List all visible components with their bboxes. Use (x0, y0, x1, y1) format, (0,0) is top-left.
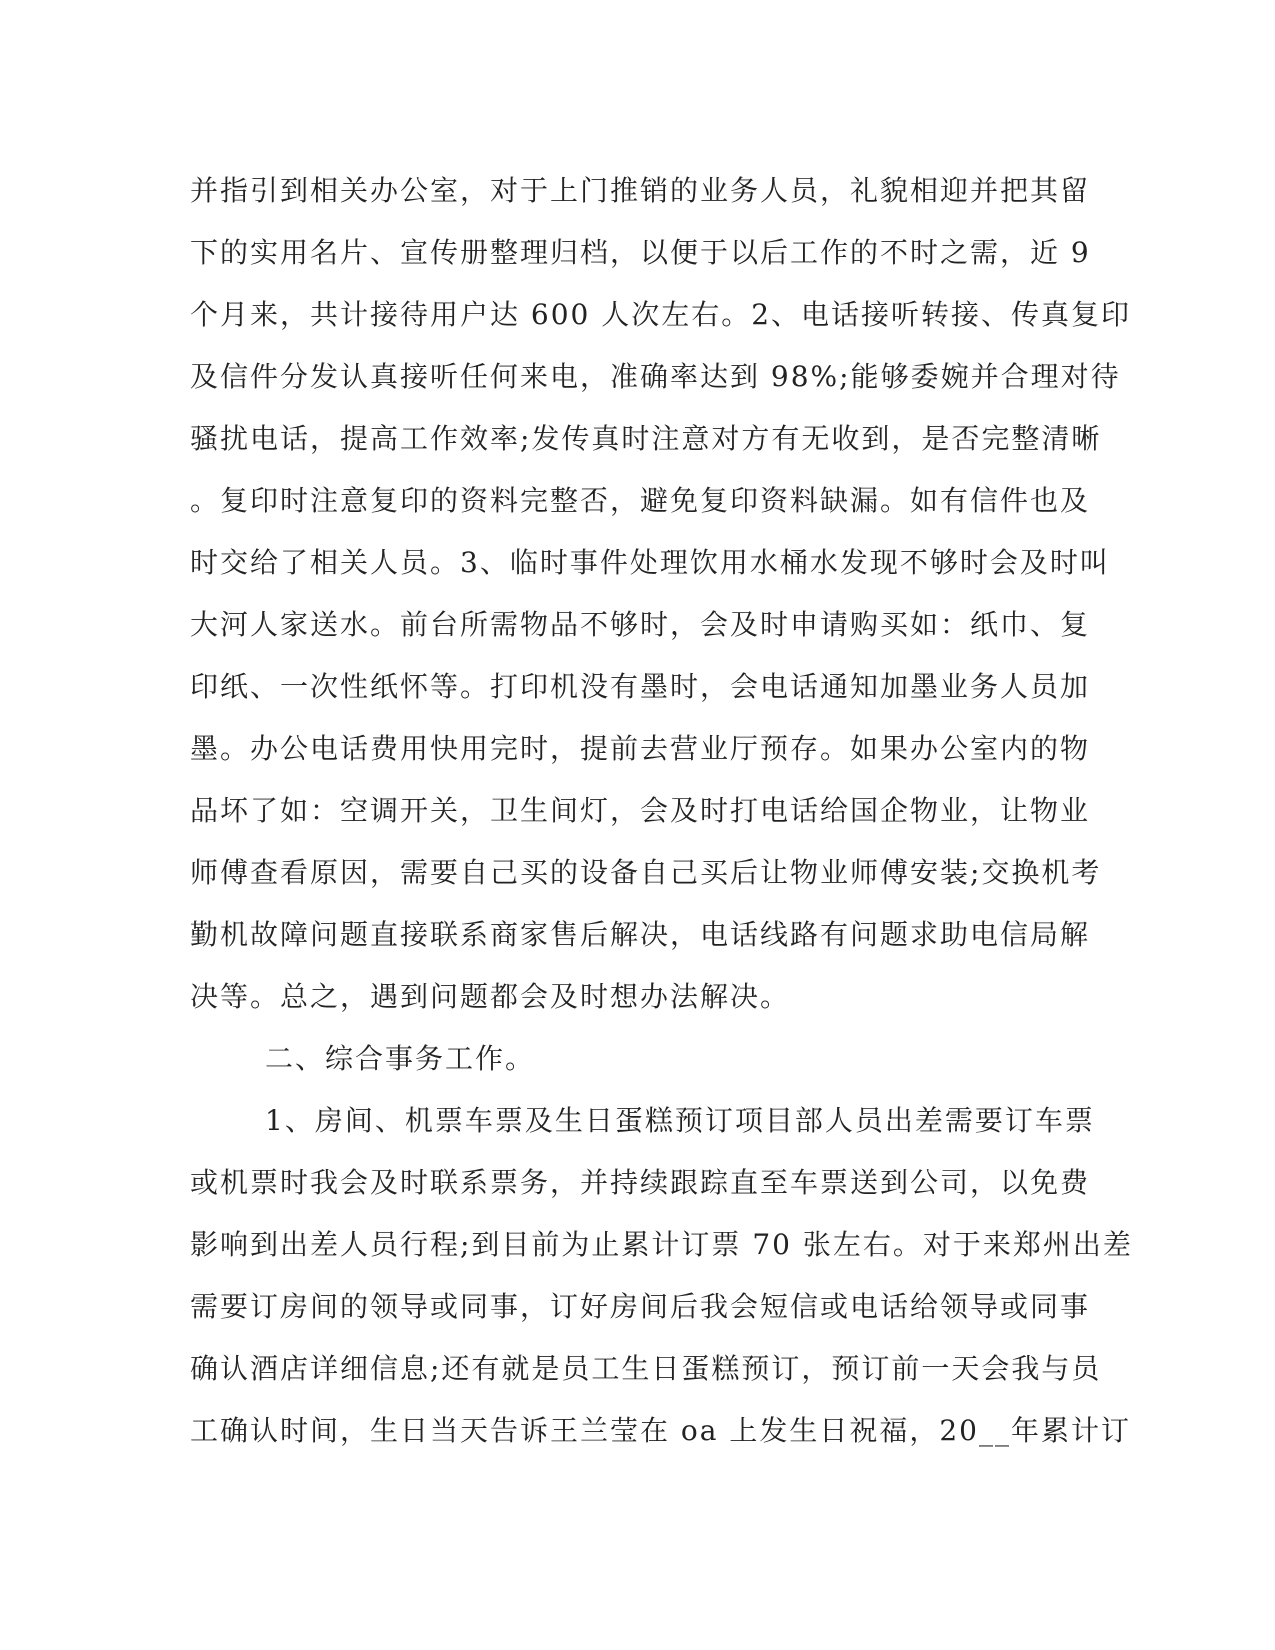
text-line: 师傅查看原因，需要自己买的设备自己买后让物业师傅安装;交换机考 (190, 856, 1102, 889)
text-line: 品坏了如：空调开关，卫生间灯，会及时打电话给国企物业，让物业 (190, 794, 1091, 827)
text-line: 或机票时我会及时联系票务，并持续跟踪直至车票送到公司，以免费 (190, 1166, 1091, 1199)
section-heading: 二、综合事务工作。 (265, 1042, 536, 1075)
text-line: 工确认时间，生日当天告诉王兰莹在 oa 上发生日祝福，20__年累计订 (190, 1414, 1131, 1447)
text-line: 个月来，共计接待用户达 600 人次左右。2、电话接听转接、传真复印 (190, 298, 1132, 331)
text-line: 勤机故障问题直接联系商家售后解决，电话线路有问题求助电信局解 (190, 918, 1091, 951)
text-line: 。复印时注意复印的资料完整否，避免复印资料缺漏。如有信件也及 (190, 484, 1091, 517)
text-line: 及信件分发认真接听任何来电，准确率达到 98%;能够委婉并合理对待 (190, 360, 1121, 393)
document-body (190, 160, 1133, 1462)
text-line: 影响到出差人员行程;到目前为止累计订票 70 张左右。对于来郑州出差 (190, 1228, 1133, 1261)
text-line: 下的实用名片、宣传册整理归档，以便于以后工作的不时之需，近 9 (190, 236, 1091, 269)
text-line: 决等。总之，遇到问题都会及时想办法解决。 (190, 980, 791, 1013)
text-line: 墨。办公电话费用快用完时，提前去营业厅预存。如果办公室内的物 (190, 732, 1091, 765)
text-line: 确认酒店详细信息;还有就是员工生日蛋糕预订，预订前一天会我与员 (190, 1352, 1102, 1385)
text-line: 骚扰电话，提高工作效率;发传真时注意对方有无收到，是否完整清晰 (190, 422, 1102, 455)
text-line: 大河人家送水。前台所需物品不够时，会及时申请购买如：纸巾、复 (190, 608, 1091, 641)
text-line: 1、房间、机票车票及生日蛋糕预订项目部人员出差需要订车票 (265, 1104, 1095, 1137)
text-line: 时交给了相关人员。3、临时事件处理饮用水桶水发现不够时会及时叫 (190, 546, 1110, 579)
text-line: 印纸、一次性纸怀等。打印机没有墨时，会电话通知加墨业务人员加 (190, 670, 1091, 703)
text-line: 需要订房间的领导或同事，订好房间后我会短信或电话给领导或同事 (190, 1290, 1091, 1323)
text-line: 并指引到相关办公室，对于上门推销的业务人员，礼貌相迎并把其留 (190, 174, 1091, 207)
